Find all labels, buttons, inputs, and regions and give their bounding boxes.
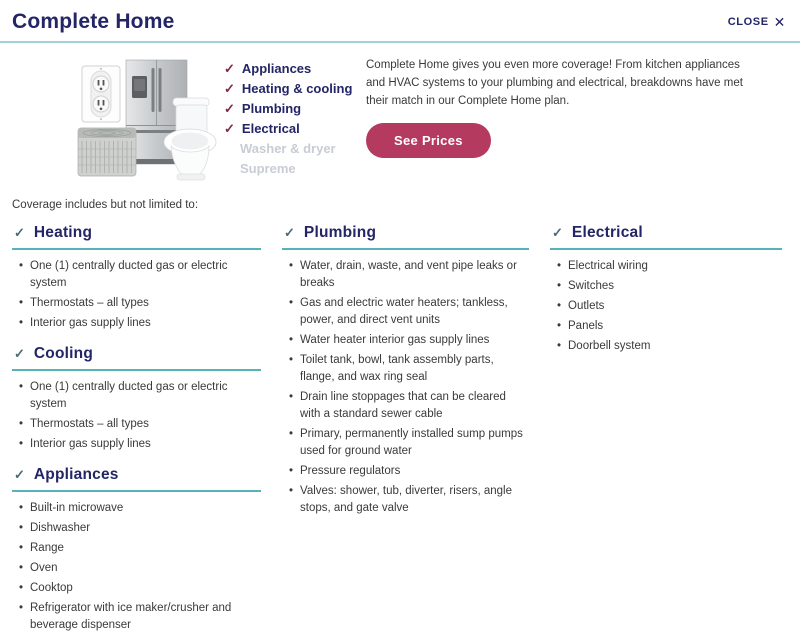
check-icon: ✓ <box>224 81 235 96</box>
hero-section <box>0 43 800 182</box>
ac-condenser-icon <box>78 128 136 176</box>
section-header <box>550 224 782 250</box>
list-item: • One (1) centrally ducted gas or electric system <box>30 258 261 292</box>
list-item: • Oven <box>30 560 261 577</box>
coverage-list <box>12 500 261 634</box>
list-item: • Water heater interior gas supply lines <box>300 332 529 349</box>
coverage-column <box>12 224 261 637</box>
feature-label: Appliances <box>241 61 312 76</box>
list-item: • Doorbell system <box>568 338 782 355</box>
close-button[interactable] <box>728 14 786 31</box>
coverage-section-electrical <box>550 224 782 355</box>
list-item: • Panels <box>568 318 782 335</box>
coverage-section-plumbing <box>282 224 529 517</box>
section-title: Heating <box>33 224 93 241</box>
section-header <box>282 224 529 250</box>
list-item: • Drain line stoppages that can be cleared with a standard sewer cable <box>300 389 529 423</box>
list-item: • Valves: shower, tub, diverter, risers, angle stops, and gate valve <box>300 483 529 517</box>
power-outlet-icon <box>82 66 120 122</box>
feature-included <box>224 119 352 139</box>
feature-label: Supreme <box>240 161 296 176</box>
feature-included <box>224 59 352 79</box>
list-item: • Interior gas supply lines <box>30 436 261 453</box>
check-icon: ✓ <box>284 225 295 240</box>
list-item: • Range <box>30 540 261 557</box>
check-icon: ✓ <box>224 121 235 136</box>
check-icon: ✓ <box>224 61 235 76</box>
section-title: Electrical <box>571 224 643 241</box>
list-item: • Outlets <box>568 298 782 315</box>
section-title: Plumbing <box>303 224 377 241</box>
coverage-list <box>12 379 261 453</box>
modal-header <box>0 0 800 41</box>
list-item: • Gas and electric water heaters; tankless, power, and direct vent units <box>300 295 529 329</box>
section-header <box>12 224 261 250</box>
close-label: CLOSE <box>727 16 769 28</box>
plan-description: Complete Home gives you even more coverage! From kitchen appliances and HVAC systems to your plumbing and electrical, breakdowns have met their match in our Complete Home plan. <box>366 59 743 107</box>
list-item: • Switches <box>568 278 782 295</box>
coverage-section-cooling <box>12 345 261 453</box>
see-prices-button[interactable]: See Prices <box>366 123 491 158</box>
section-title: Appliances <box>33 466 119 484</box>
plan-summary <box>366 54 760 158</box>
feature-label: Plumbing <box>241 101 302 116</box>
check-icon: ✓ <box>14 346 25 362</box>
feature-included <box>224 79 352 99</box>
feature-label: Washer & dryer <box>240 141 336 156</box>
coverage-column <box>282 224 529 637</box>
list-item: • Built-in microwave <box>30 500 261 517</box>
feature-label: Heating & cooling <box>241 81 353 96</box>
feature-excluded <box>224 139 352 159</box>
list-item: • Water, drain, waste, and vent pipe leaks or breaks <box>300 258 529 292</box>
coverage-column <box>550 224 782 637</box>
coverage-list <box>550 258 782 355</box>
list-item: • Primary, permanently installed sump pumps used for ground water <box>300 426 529 460</box>
coverage-section-appliances <box>12 466 261 634</box>
coverage-section-heating <box>12 224 261 332</box>
list-item: • Dishwasher <box>30 520 261 537</box>
check-icon: ✓ <box>14 225 25 240</box>
list-item: • Pressure regulators <box>300 463 529 480</box>
list-item: • Electrical wiring <box>568 258 782 275</box>
list-item: • Thermostats – all types <box>30 295 261 312</box>
feature-excluded <box>224 159 352 179</box>
check-icon: ✓ <box>224 101 235 116</box>
section-title: Cooling <box>33 345 93 363</box>
page-title: Complete Home <box>12 10 175 33</box>
feature-label: Electrical <box>241 121 300 136</box>
section-header <box>12 466 261 492</box>
coverage-intro: Coverage includes but not limited to: <box>12 199 199 211</box>
coverage-list <box>12 258 261 332</box>
list-item: • Thermostats – all types <box>30 416 261 433</box>
close-icon: ✕ <box>773 13 786 30</box>
coverage-list <box>282 258 529 517</box>
check-icon: ✓ <box>552 225 563 240</box>
list-item: • Refrigerator with ice maker/crusher and beverage dispenser <box>30 600 261 634</box>
plan-appliances-image <box>72 54 224 182</box>
list-item: • One (1) centrally ducted gas or electric system <box>30 379 261 413</box>
plan-feature-checklist <box>224 54 352 179</box>
check-icon: ✓ <box>14 467 25 483</box>
coverage-columns <box>0 224 800 637</box>
list-item: • Toilet tank, bowl, tank assembly parts, flange, and wax ring seal <box>300 352 529 386</box>
feature-included <box>224 99 352 119</box>
section-header <box>12 345 261 371</box>
list-item: • Cooktop <box>30 580 261 597</box>
list-item: • Interior gas supply lines <box>30 315 261 332</box>
